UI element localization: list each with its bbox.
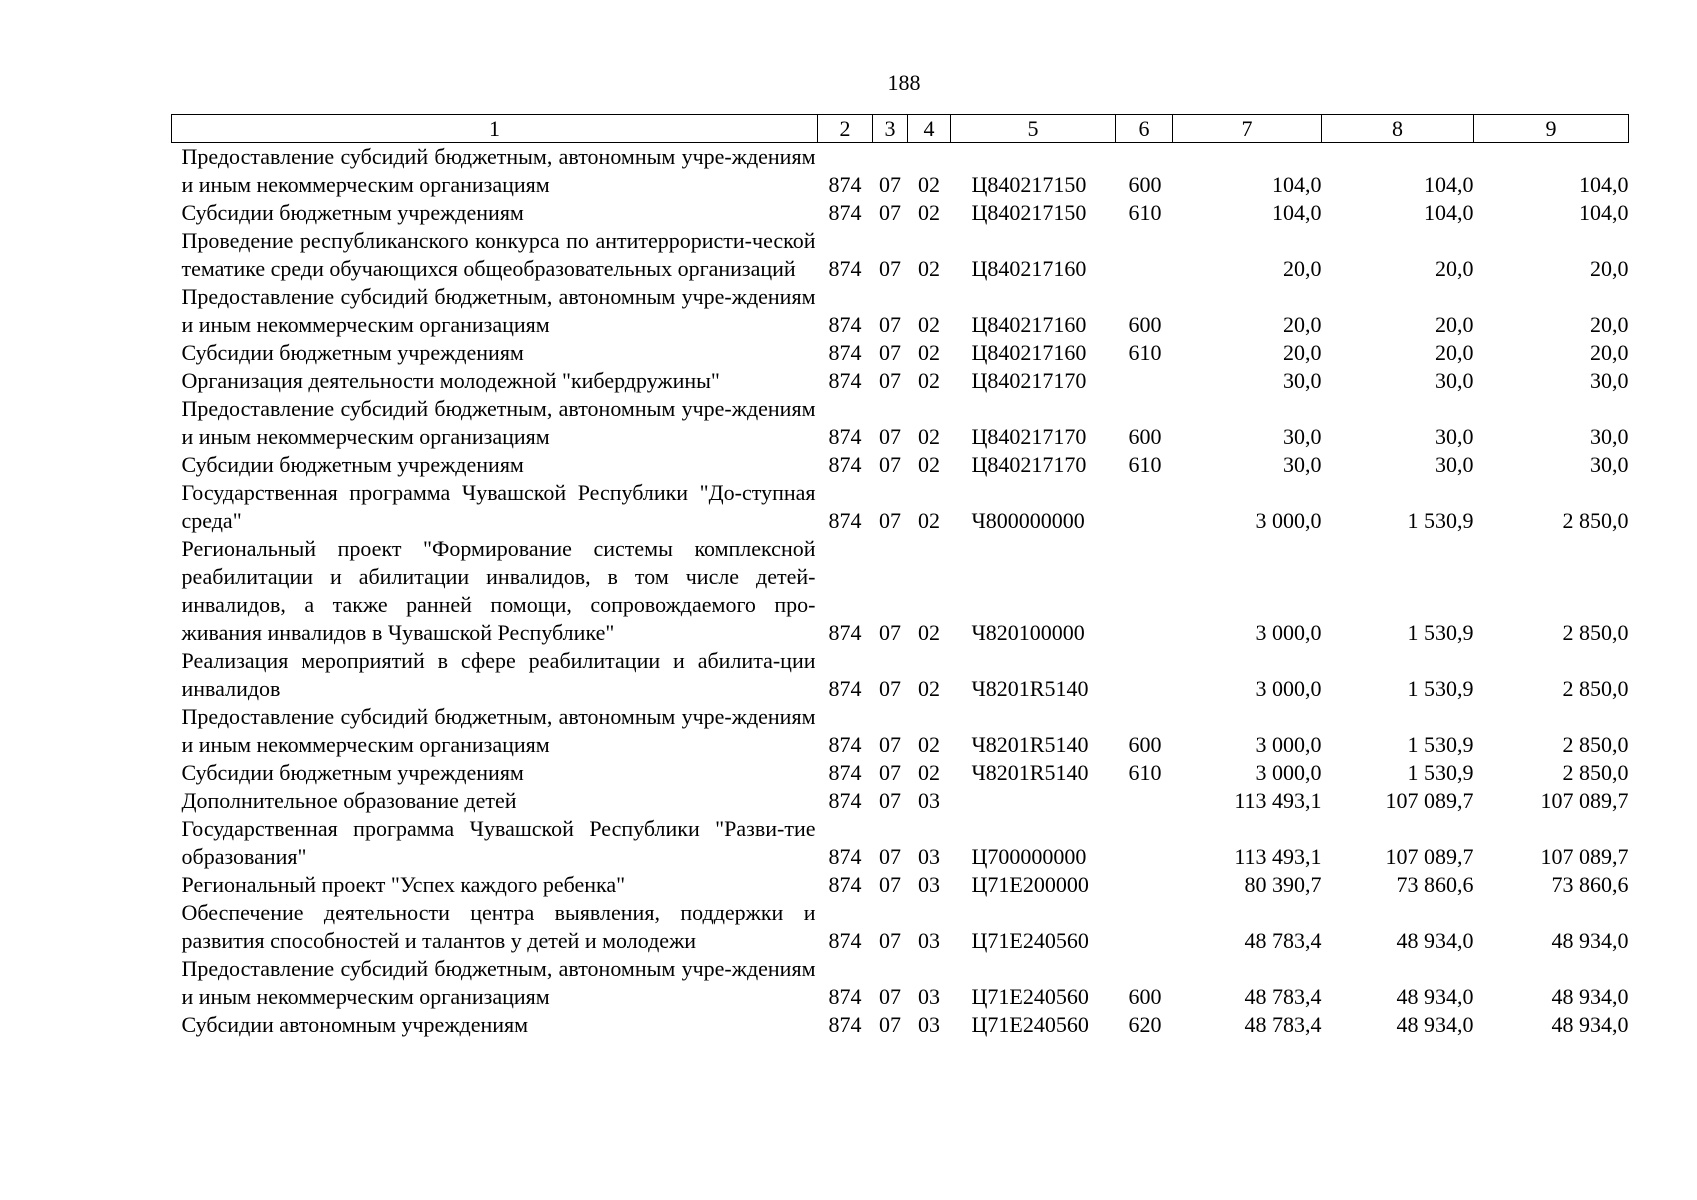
table-row <box>172 899 1629 955</box>
row-amount-col7: 104,0 <box>1272 172 1322 197</box>
row-code-target: Ч820100000 <box>971 620 1085 645</box>
row-amount-col8: 1 530,9 <box>1407 732 1474 757</box>
row-amount-col8: 1 530,9 <box>1407 508 1474 533</box>
row-code-subsection: 02 <box>918 452 940 477</box>
row-code-expense-type <box>1116 787 1173 815</box>
row-amount-col9: 20,0 <box>1590 340 1629 365</box>
row-amount-col9: 73 860,6 <box>1551 872 1629 897</box>
table-row <box>172 227 1629 283</box>
row-code-subsection: 03 <box>918 984 940 1009</box>
row-code-subsection: 02 <box>918 620 940 645</box>
row-amount-col9: 2 850,0 <box>1562 508 1629 533</box>
row-amount-col9: 48 934,0 <box>1551 1012 1629 1037</box>
row-code-target: Ч8201R5140 <box>971 760 1089 785</box>
row-code-expense-type: 600 <box>1128 424 1162 449</box>
row-amount-col9: 48 934,0 <box>1551 928 1629 953</box>
row-amount-col9: 104,0 <box>1579 172 1629 197</box>
row-name: Реализация мероприятий в сфере реабилитации и абилита-ции инвалидов <box>181 648 816 701</box>
row-code-target: Ц700000000 <box>971 844 1087 869</box>
row-amount-col8: 104,0 <box>1424 172 1474 197</box>
row-name: Дополнительное образование детей <box>181 788 517 813</box>
row-code-section: 07 <box>879 368 901 393</box>
row-code-target: Ц840217150 <box>971 172 1087 197</box>
table-row <box>172 703 1629 759</box>
header-col-2: 2 <box>818 115 873 143</box>
table-row <box>172 479 1629 535</box>
row-code-expense-type <box>1116 815 1173 871</box>
row-code-target: Ц71Е240560 <box>971 1012 1089 1037</box>
row-code-subsection: 02 <box>918 424 940 449</box>
row-amount-col9: 48 934,0 <box>1551 984 1629 1009</box>
row-amount-col8: 48 934,0 <box>1396 928 1474 953</box>
row-code-section: 07 <box>879 340 901 365</box>
row-code-target: Ц840217170 <box>971 424 1087 449</box>
row-amount-col9: 20,0 <box>1590 312 1629 337</box>
row-name: Региональный проект "Успех каждого ребенка" <box>181 872 626 897</box>
row-code-section: 07 <box>879 1012 901 1037</box>
row-amount-col9: 2 850,0 <box>1562 676 1629 701</box>
row-code-admin: 874 <box>828 732 862 757</box>
row-amount-col7: 48 783,4 <box>1244 1012 1322 1037</box>
row-code-admin: 874 <box>828 676 862 701</box>
row-code-section: 07 <box>879 620 901 645</box>
table-row <box>172 815 1629 871</box>
row-code-target <box>951 787 1116 815</box>
row-name: Субсидии бюджетным учреждениям <box>181 200 524 225</box>
row-amount-col8: 20,0 <box>1435 256 1474 281</box>
budget-table-wrapper <box>171 114 1628 1039</box>
row-code-admin: 874 <box>828 172 862 197</box>
row-name: Субсидии бюджетным учреждениям <box>181 760 524 785</box>
row-amount-col7: 3 000,0 <box>1255 676 1322 701</box>
table-row <box>172 339 1629 367</box>
row-amount-col7: 48 783,4 <box>1244 928 1322 953</box>
row-code-expense-type <box>1116 647 1173 703</box>
row-amount-col7: 3 000,0 <box>1255 620 1322 645</box>
header-col-6: 6 <box>1116 115 1173 143</box>
table-row <box>172 759 1629 787</box>
table-row <box>172 787 1629 815</box>
row-name: Проведение республиканского конкурса по антитеррористи-ческой тематике среди обучающихся общеобразовательных организаций <box>181 228 816 281</box>
header-col-7: 7 <box>1173 115 1322 143</box>
row-code-section: 07 <box>879 200 901 225</box>
row-code-section: 07 <box>879 788 901 813</box>
row-code-expense-type: 610 <box>1128 452 1162 477</box>
row-name: Субсидии бюджетным учреждениям <box>181 340 524 365</box>
row-code-subsection: 03 <box>918 1012 940 1037</box>
row-code-subsection: 02 <box>918 732 940 757</box>
table-row <box>172 283 1629 339</box>
row-code-expense-type: 600 <box>1128 312 1162 337</box>
row-code-subsection: 02 <box>918 508 940 533</box>
row-amount-col7: 30,0 <box>1283 452 1322 477</box>
row-code-admin: 874 <box>828 1012 862 1037</box>
row-amount-col7: 20,0 <box>1283 312 1322 337</box>
row-code-target: Ц840217170 <box>971 452 1087 477</box>
row-code-admin: 874 <box>828 760 862 785</box>
row-code-admin: 874 <box>828 984 862 1009</box>
row-code-target: Ц840217160 <box>971 256 1087 281</box>
row-name: Обеспечение деятельности центра выявления, поддержки и развития способностей и талантов у детей и молодежи <box>181 900 816 953</box>
row-amount-col8: 1 530,9 <box>1407 676 1474 701</box>
row-code-section: 07 <box>879 844 901 869</box>
row-code-expense-type: 610 <box>1128 760 1162 785</box>
row-name: Государственная программа Чувашской Республики "До-ступная среда" <box>181 480 816 533</box>
row-amount-col9: 104,0 <box>1579 200 1629 225</box>
row-code-admin: 874 <box>828 620 862 645</box>
row-code-expense-type <box>1116 535 1173 647</box>
table-header-row <box>172 115 1629 143</box>
budget-table <box>171 114 1629 1039</box>
header-col-8: 8 <box>1322 115 1474 143</box>
row-code-expense-type: 600 <box>1128 732 1162 757</box>
row-amount-col8: 1 530,9 <box>1407 620 1474 645</box>
row-code-expense-type <box>1116 871 1173 899</box>
table-row <box>172 1011 1629 1039</box>
row-code-subsection: 03 <box>918 788 940 813</box>
row-name: Предоставление субсидий бюджетным, автономным учре-ждениям и иным некоммерческим организациям <box>181 284 816 337</box>
row-code-admin: 874 <box>828 872 862 897</box>
row-code-expense-type: 610 <box>1128 340 1162 365</box>
row-code-subsection: 03 <box>918 872 940 897</box>
row-amount-col7: 30,0 <box>1283 424 1322 449</box>
row-code-subsection: 02 <box>918 340 940 365</box>
header-col-9: 9 <box>1474 115 1629 143</box>
table-row <box>172 395 1629 451</box>
row-code-section: 07 <box>879 172 901 197</box>
row-amount-col9: 30,0 <box>1590 368 1629 393</box>
row-code-section: 07 <box>879 984 901 1009</box>
page-number: 188 <box>887 70 921 95</box>
row-code-target: Ц71Е200000 <box>971 872 1089 897</box>
row-code-admin: 874 <box>828 788 862 813</box>
row-amount-col7: 113 493,1 <box>1234 844 1322 869</box>
row-code-subsection: 02 <box>918 312 940 337</box>
row-amount-col7: 3 000,0 <box>1255 760 1322 785</box>
row-code-section: 07 <box>879 508 901 533</box>
row-code-section: 07 <box>879 872 901 897</box>
row-amount-col8: 1 530,9 <box>1407 760 1474 785</box>
row-code-target: Ц840217160 <box>971 312 1087 337</box>
table-row <box>172 451 1629 479</box>
row-amount-col8: 20,0 <box>1435 340 1474 365</box>
header-col-5: 5 <box>951 115 1116 143</box>
row-name: Организация деятельности молодежной "кибердружины" <box>181 368 720 393</box>
row-amount-col8: 20,0 <box>1435 312 1474 337</box>
row-code-subsection: 02 <box>918 676 940 701</box>
row-code-section: 07 <box>879 676 901 701</box>
row-amount-col7: 48 783,4 <box>1244 984 1322 1009</box>
row-code-admin: 874 <box>828 844 862 869</box>
row-code-expense-type: 600 <box>1128 172 1162 197</box>
row-code-section: 07 <box>879 452 901 477</box>
row-amount-col8: 30,0 <box>1435 368 1474 393</box>
row-code-admin: 874 <box>828 508 862 533</box>
row-amount-col8: 73 860,6 <box>1396 872 1474 897</box>
row-amount-col9: 2 850,0 <box>1562 732 1629 757</box>
row-amount-col7: 113 493,1 <box>1234 788 1322 813</box>
row-amount-col7: 3 000,0 <box>1255 508 1322 533</box>
table-row <box>172 955 1629 1011</box>
row-code-section: 07 <box>879 312 901 337</box>
row-name: Субсидии автономным учреждениям <box>181 1012 529 1037</box>
row-code-expense-type: 600 <box>1128 984 1162 1009</box>
row-amount-col7: 30,0 <box>1283 368 1322 393</box>
row-code-admin: 874 <box>828 368 862 393</box>
row-amount-col8: 104,0 <box>1424 200 1474 225</box>
row-amount-col9: 20,0 <box>1590 256 1629 281</box>
row-code-subsection: 02 <box>918 256 940 281</box>
row-code-expense-type <box>1116 899 1173 955</box>
row-code-target: Ч8201R5140 <box>971 676 1089 701</box>
row-name: Предоставление субсидий бюджетным, автономным учре-ждениям и иным некоммерческим организациям <box>181 396 816 449</box>
header-col-3: 3 <box>873 115 908 143</box>
row-amount-col9: 30,0 <box>1590 452 1629 477</box>
row-amount-col7: 3 000,0 <box>1255 732 1322 757</box>
row-amount-col9: 107 089,7 <box>1540 788 1629 813</box>
row-code-target: Ц840217150 <box>971 200 1087 225</box>
row-name: Предоставление субсидий бюджетным, автономным учре-ждениям и иным некоммерческим организациям <box>181 956 816 1009</box>
row-code-section: 07 <box>879 928 901 953</box>
row-code-admin: 874 <box>828 340 862 365</box>
row-code-expense-type: 610 <box>1128 200 1162 225</box>
header-col-1: 1 <box>172 115 818 143</box>
table-row <box>172 871 1629 899</box>
row-code-target: Ч8201R5140 <box>971 732 1089 757</box>
row-amount-col8: 48 934,0 <box>1396 984 1474 1009</box>
row-name: Субсидии бюджетным учреждениям <box>181 452 524 477</box>
row-code-subsection: 03 <box>918 844 940 869</box>
table-row <box>172 199 1629 227</box>
row-amount-col9: 2 850,0 <box>1562 760 1629 785</box>
row-code-admin: 874 <box>828 928 862 953</box>
row-code-admin: 874 <box>828 424 862 449</box>
row-amount-col8: 107 089,7 <box>1385 844 1474 869</box>
table-row <box>172 143 1629 200</box>
row-code-subsection: 02 <box>918 172 940 197</box>
row-code-expense-type <box>1116 479 1173 535</box>
row-code-section: 07 <box>879 732 901 757</box>
row-name: Предоставление субсидий бюджетным, автономным учре-ждениям и иным некоммерческим организациям <box>181 704 816 757</box>
row-name: Предоставление субсидий бюджетным, автономным учре-ждениям и иным некоммерческим организациям <box>181 144 816 197</box>
row-code-subsection: 02 <box>918 368 940 393</box>
row-amount-col7: 80 390,7 <box>1244 872 1322 897</box>
row-code-admin: 874 <box>828 452 862 477</box>
row-code-target: Ч800000000 <box>971 508 1085 533</box>
row-code-target: Ц840217160 <box>971 340 1087 365</box>
row-amount-col7: 20,0 <box>1283 256 1322 281</box>
header-col-4: 4 <box>908 115 951 143</box>
row-amount-col9: 30,0 <box>1590 424 1629 449</box>
row-name: Государственная программа Чувашской Республики "Разви-тие образования" <box>181 816 816 869</box>
row-code-subsection: 03 <box>918 928 940 953</box>
row-code-expense-type <box>1116 227 1173 283</box>
row-code-target: Ц71Е240560 <box>971 928 1089 953</box>
table-row <box>172 367 1629 395</box>
row-code-section: 07 <box>879 256 901 281</box>
row-code-expense-type: 620 <box>1128 1012 1162 1037</box>
row-amount-col7: 20,0 <box>1283 340 1322 365</box>
row-amount-col7: 104,0 <box>1272 200 1322 225</box>
row-code-section: 07 <box>879 760 901 785</box>
row-amount-col9: 107 089,7 <box>1540 844 1629 869</box>
row-code-expense-type <box>1116 367 1173 395</box>
row-code-admin: 874 <box>828 200 862 225</box>
row-code-section: 07 <box>879 424 901 449</box>
row-code-admin: 874 <box>828 312 862 337</box>
row-amount-col8: 48 934,0 <box>1396 1012 1474 1037</box>
row-code-target: Ц71Е240560 <box>971 984 1089 1009</box>
row-amount-col8: 30,0 <box>1435 424 1474 449</box>
table-row <box>172 647 1629 703</box>
row-amount-col8: 107 089,7 <box>1385 788 1474 813</box>
row-amount-col9: 2 850,0 <box>1562 620 1629 645</box>
row-code-subsection: 02 <box>918 200 940 225</box>
row-amount-col8: 30,0 <box>1435 452 1474 477</box>
row-name: Региональный проект "Формирование системы комплексной реабилитации и абилитации инвалидов, в том числе детей-инвалидов, а также ранней помощи, сопровождаемого про-живания инвалидов в Чувашской Республике" <box>181 536 816 645</box>
row-code-admin: 874 <box>828 256 862 281</box>
row-code-target: Ц840217170 <box>971 368 1087 393</box>
table-row <box>172 535 1629 647</box>
table-body <box>172 143 1629 1040</box>
row-code-subsection: 02 <box>918 760 940 785</box>
